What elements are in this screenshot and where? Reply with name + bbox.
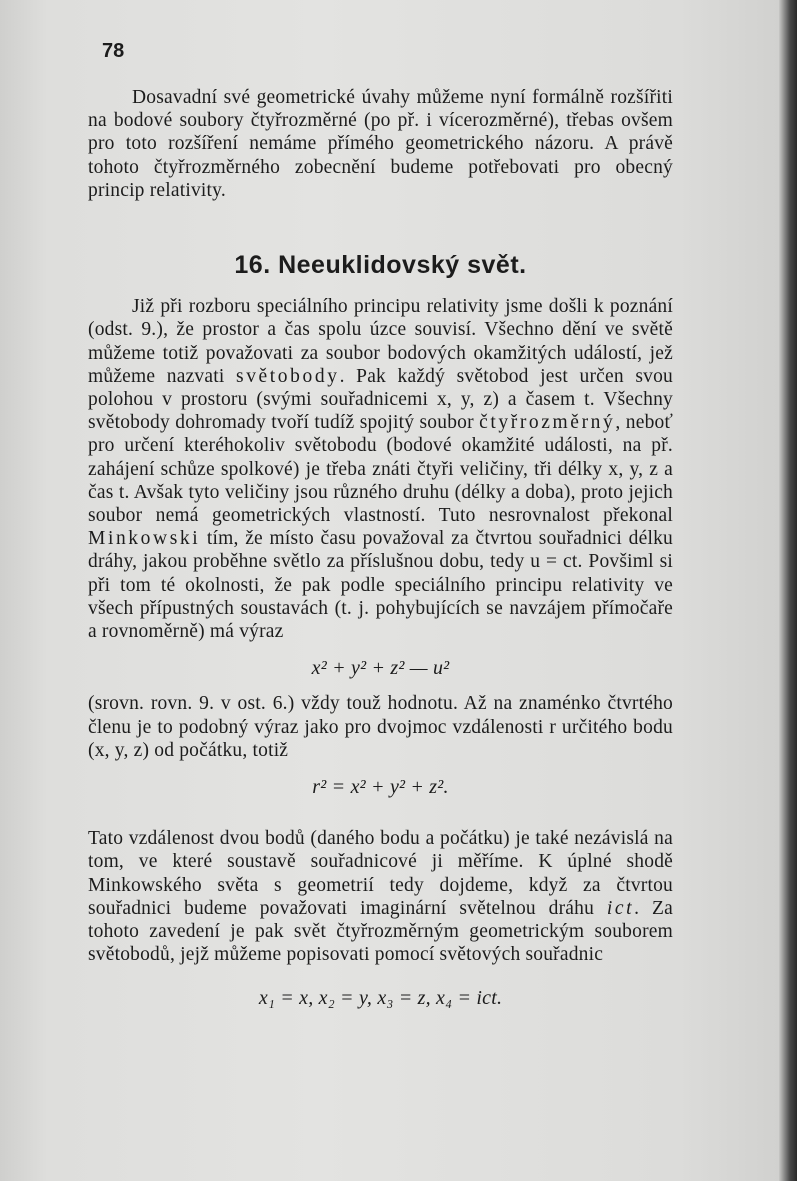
page-number: 78 (102, 40, 125, 62)
spaced-term: světobody (236, 365, 340, 387)
paragraph-minkowski-world (88, 827, 673, 966)
paragraph-intro: Dosavadní své geometrické úvahy můžeme nyní formálně rozšířiti na bodové soubory čtyřrozměrné (po př. i vícerozměrné), třebas ovšem pro toto rozšíření nemáme přímého geometrického názoru. A právě tohoto čtyřrozměrného zobecnění budeme potřebovati pro obecný princip relativity. (88, 87, 673, 201)
formula-world-coordinates: x₁ = x, x₂ = y, x₃ = z, x₄ = ict. (258, 986, 503, 1009)
text-run: Již při rozboru speciálního principu relativity jsme došli k poznání (odst. 9.), že prostor a čas spolu úzce souvisí. Všechno dění ve světě můžeme totiž považovati za soubor bodových okamžitých událostí, jež můžeme nazvati (88, 296, 673, 387)
paragraph-comparison: (srovn. rovn. 9. v ost. 6.) vždy touž hodnotu. Až na znaménko čtvrtého členu je to podobný výraz jako pro dvojmoc vzdálenosti r určitého bodu (x, y, z) od počátku, totiž (88, 693, 673, 761)
page-content (88, 86, 673, 1022)
text-run: . Pak každý světobod jest určen svou polohou v prostoru (svými souřadnicemi x, y, z) a časem t. Všechny světobody dohromady tvoří tudíž spojitý soubor (88, 365, 673, 434)
spaced-term: čtyřrozměrný (479, 412, 616, 434)
formula-interval: x² + y² + z² — u² (311, 657, 450, 680)
section-heading: 16. Neeuklidovský svět. (234, 251, 527, 280)
paragraph-non-euclidean (88, 295, 673, 643)
text-run: Tato vzdálenost dvou bodů (daného bodu a počátku) je také nezávislá na tom, ve které soustavě souřadnicové ji měříme. K úplné shodě Minkowského světa s geometrií tedy dojdeme, když za čtvrtou souřadnici budeme považovati imaginární světelnou dráhu (88, 828, 673, 919)
spaced-name-minkowski: Minkowski (88, 528, 201, 550)
text-run: , neboť pro určení kteréhokoliv světobodu (bodové okamžité události, na př. zahájení schůze spolkové) je třeba znáti čtyři veličiny, tři délky x, y, z a čas t. Avšak tyto veličiny jsou různého druhu (délky a doba), proto jejich soubor nemá geometrických vlastností. Tuto nesrovnalost překonal (88, 412, 673, 527)
text-run: tím, že místo času považoval za čtvrtou souřadnici délku dráhy, jakou proběhne světlo za příslušnou dobu, tedy u = ct. Povšiml si při tom té okolnosti, že pak podle speciálního principu relativity ve všech přípustných soustavách (t. j. pohybujících se navzájem přímočaře a rovnoměrně) má výraz (88, 528, 673, 643)
text-run: . Za tohoto zavedení je pak svět čtyřrozměrným geometrickým souborem světobodů, jejž můžeme popisovati pomocí světových souřadnic (88, 897, 673, 966)
spaced-term: ict (606, 897, 635, 919)
page-edge-shadow (779, 0, 797, 1181)
spacer (88, 811, 673, 827)
formula-distance: r² = x² + y² + z². (312, 776, 449, 799)
